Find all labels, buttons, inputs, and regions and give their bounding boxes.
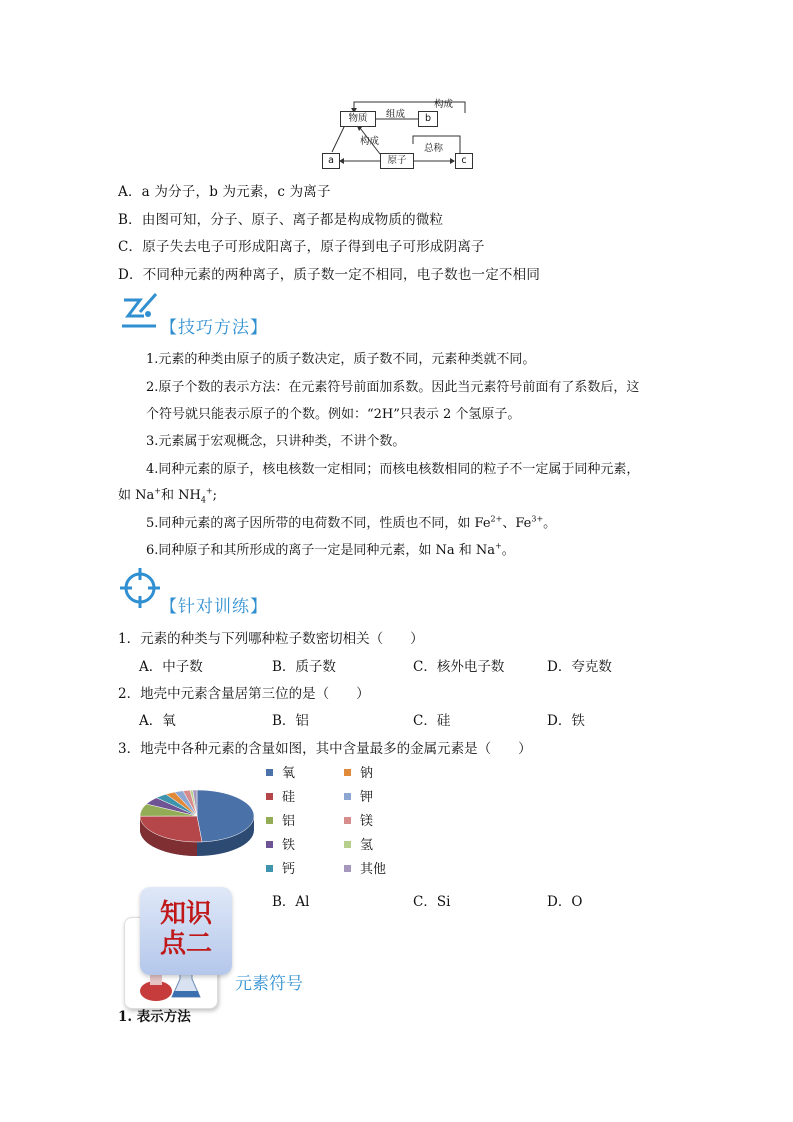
badge-line1: 知识 [159,899,212,929]
tips-section-title: 【技巧方法】 [160,318,268,338]
tip-5-end: 。 [543,516,557,531]
q3-option-b: B．Al [272,894,310,910]
tip-4b-mid: 和 NH [160,488,201,503]
tip-6-sup: + [495,541,502,551]
option-b: B．由图可知，分子、原子、离子都是构成物质的微粒 [118,212,444,228]
legend-swatch-0 [266,769,273,776]
tip-4b-sup2: + [205,486,213,496]
box-c: c [455,153,473,169]
box-atom: 原子 [380,153,414,169]
label-construct-top: 构成 [434,99,454,110]
q2-option-b: B．铝 [272,713,309,729]
tip-6-end: 。 [501,543,515,558]
target-icon [118,566,162,610]
element-symbol-title: 元素符号 [235,974,303,994]
legend-label-1: 硅 [282,790,296,805]
q3-option-c: C．Si [413,894,451,910]
tip-4b-sup1: + [154,486,161,496]
tip-5-mid: 、Fe [502,516,532,531]
tip-5-sup1: 2+ [490,514,503,524]
q2-option-d: D．铁 [547,713,585,729]
concept-diagram [320,96,480,172]
tips-icon [118,290,160,332]
q1-option-b: B．质子数 [272,659,336,675]
box-b: b [418,111,438,127]
q1-option-d: D．夸克数 [547,659,612,675]
legend-swatch-6 [344,793,351,800]
legend-label-3: 铁 [282,838,296,853]
box-a: a [322,153,340,169]
tip-5 [146,512,556,531]
subhead-representation: 1. 表示方法 [118,1009,191,1025]
legend-swatch-8 [344,841,351,848]
option-a: A．a 为分子，b 为元素，c 为离子 [118,184,331,200]
q1-option-a: A．中子数 [139,659,203,675]
badge-line2: 点二 [159,929,212,959]
tip-3: 3.元素属于宏观概念，只讲种类，不讲个数。 [146,434,406,449]
tip-2b: 个符号就只能表示原子的个数。例如：“2H”只表示 2 个氢原子。 [146,407,521,422]
knowledge-badge [124,887,234,1009]
legend-swatch-1 [266,793,273,800]
option-c: C．原子失去电子可形成阳离子，原子得到电子可形成阴离子 [118,239,485,255]
legend-label-2: 铝 [282,814,296,829]
label-compose: 组成 [386,109,406,120]
tip-6 [146,539,515,558]
training-section-title: 【针对训练】 [160,597,268,617]
q3-option-d: D．O [547,894,583,910]
tip-6-pre: 6.同种原子和其所形成的离子一定是同种元素，如 Na 和 Na [146,543,496,558]
legend-label-7: 镁 [360,814,374,829]
legend-label-5: 钠 [360,766,374,781]
tip-5-pre: 5.同种元素的离子因所带的电荷数不同，性质也不同，如 Fe [146,516,491,531]
legend-label-4: 钙 [282,862,296,877]
tip-4b-sub: 4 [200,495,206,505]
legend-swatch-5 [344,769,351,776]
pie-legend [262,762,412,887]
legend-label-8: 氢 [360,838,374,853]
q2-stem: 2．地壳中元素含量居第三位的是（ ） [118,686,370,702]
tip-4a: 4.同种元素的原子，核电核数一定相同；而核电核数相同的粒子不一定属于同种元素， [146,462,640,477]
target-icon-graphic [118,566,162,610]
legend-swatch-9 [344,865,351,872]
q1-stem: 1．元素的种类与下列哪种粒子数密切相关（ ） [118,631,424,647]
q3-stem: 3．地壳中各种元素的含量如图，其中含量最多的金属元素是（ ） [118,741,532,757]
badge-label [140,887,232,975]
tip-1: 1.元素的种类由原子的质子数决定，质子数不同，元素种类就不同。 [146,352,536,367]
legend-swatch-2 [266,817,273,824]
crust-element-pie-chart [138,782,256,862]
q1-option-c: C．核外电子数 [413,659,505,675]
option-d: D．不同种元素的两种离子，质子数一定不相同，电子数也一定不相同 [118,267,541,283]
tip-4b-end: ; [212,488,218,503]
legend-swatch-7 [344,817,351,824]
tip-5-sup2: 3+ [531,514,544,524]
label-general: 总称 [424,143,444,154]
legend-label-9: 其他 [360,862,387,877]
label-construct-mid: 构成 [360,136,380,147]
tips-icon-graphic [118,290,160,332]
q2-option-a: A．氧 [139,713,176,729]
box-substance: 物质 [340,111,376,127]
legend-swatch-3 [266,841,273,848]
tip-2a: 2.原子个数的表示方法：在元素符号前面加系数。因此当元素符号前面有了系数后，这 [146,380,640,395]
legend-label-6: 钾 [360,790,374,805]
tip-4b-pre: 如 Na [118,488,155,503]
q2-option-c: C．硅 [413,713,451,729]
legend-swatch-4 [266,865,273,872]
legend-label-0: 氧 [282,766,296,781]
tip-4b [118,484,217,505]
